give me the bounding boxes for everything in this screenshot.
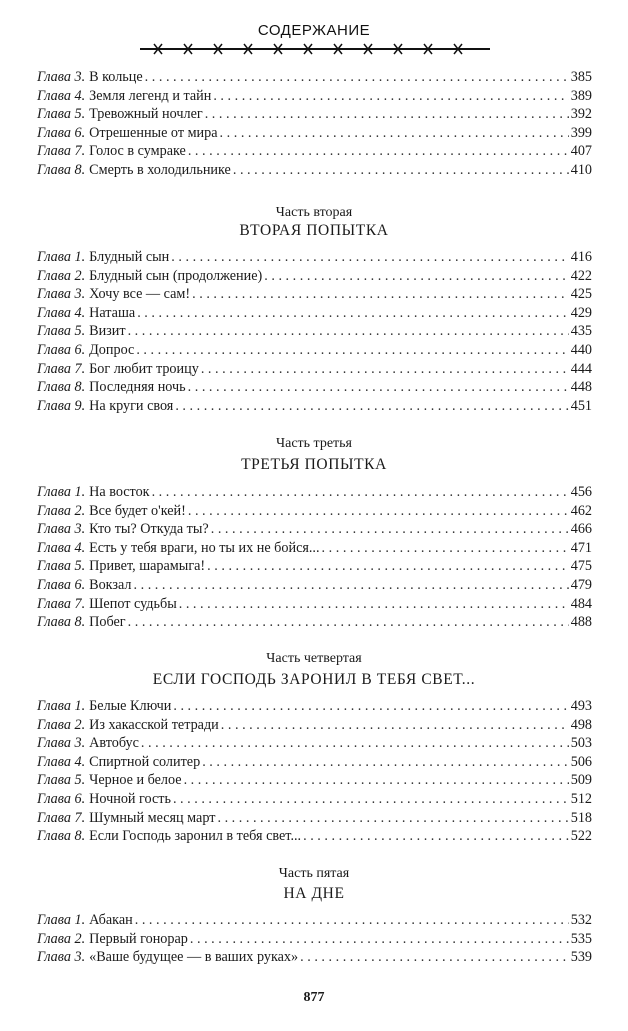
toc-entry[interactable]: [37, 304, 592, 323]
chapter-title: Если Господь заронил в тебя свет...: [89, 828, 302, 845]
page-ref: 539: [570, 949, 592, 966]
page-ref: 422: [570, 267, 592, 284]
chapter-label: Глава 4.: [37, 304, 86, 321]
chapter-label: Глава 3.: [37, 286, 86, 303]
page-ref: 385: [570, 69, 592, 85]
toc-entry[interactable]: [37, 930, 592, 949]
page-ref: 535: [570, 930, 592, 947]
toc-entry[interactable]: [37, 827, 592, 846]
chapter-title: На восток: [89, 484, 150, 500]
page-ref: 479: [570, 576, 592, 593]
chapter-label: Глава 8.: [37, 828, 86, 845]
leader-dots: [213, 87, 568, 106]
part-title: НА ДНЕ: [283, 885, 345, 902]
part-title: ТРЕТЬЯ ПОПЫТКА: [241, 456, 387, 473]
chapter-title: Ночной гость: [89, 790, 171, 807]
page-ref: 410: [570, 161, 592, 178]
toc-entry[interactable]: [37, 142, 592, 161]
toc-entry[interactable]: [37, 341, 592, 360]
leader-dots: [173, 697, 568, 716]
toc-entry[interactable]: [37, 697, 592, 716]
toc-entry[interactable]: [37, 68, 592, 87]
page-ref: 444: [570, 360, 592, 377]
page-ref: 389: [570, 87, 592, 104]
part-label: Часть третья: [276, 436, 352, 451]
leader-dots: [188, 378, 569, 397]
leader-dots: [136, 341, 568, 360]
chapter-title: В кольце: [89, 69, 143, 85]
chapter-label: Глава 5.: [37, 106, 86, 123]
toc-entry[interactable]: [37, 378, 592, 397]
chapter-label: Глава 6.: [37, 576, 86, 593]
toc-entry[interactable]: [37, 105, 592, 124]
chapter-label: Глава 5.: [37, 772, 86, 789]
toc-entry[interactable]: [37, 753, 592, 772]
chapter-label: Глава 3.: [37, 735, 86, 752]
leader-dots: [220, 124, 569, 143]
chapter-title: Голос в сумраке: [89, 143, 186, 160]
chapter-label: Глава 1.: [37, 698, 86, 714]
toc-entry[interactable]: [37, 911, 592, 930]
leader-dots: [184, 771, 569, 790]
leader-dots: [141, 734, 569, 753]
part-label: Часть пятая: [278, 866, 350, 881]
page-ref: 475: [570, 558, 592, 575]
page-ref: 518: [570, 809, 592, 826]
chapter-label: Глава 2.: [37, 267, 86, 284]
chapter-label: Глава 1.: [37, 249, 86, 265]
leader-dots: [201, 360, 569, 379]
toc-entry[interactable]: [37, 322, 592, 341]
chapter-title: Допрос: [89, 341, 135, 358]
leader-dots: [135, 911, 569, 930]
chapter-label: Глава 7.: [37, 143, 86, 160]
chapter-title: Черное и белое: [89, 772, 182, 789]
page-ref: 506: [570, 753, 592, 770]
toc-entry[interactable]: [37, 520, 592, 539]
chapter-title: Из хакасской тетради: [89, 716, 219, 733]
page-ref: 399: [570, 124, 592, 141]
chapter-title: Блудный сын: [89, 249, 170, 265]
toc-entry[interactable]: [37, 161, 592, 180]
page-title: СОДЕРЖАНИЕ: [257, 22, 371, 39]
toc-entry[interactable]: [37, 595, 592, 614]
page-ref: 512: [570, 790, 592, 807]
chapter-label: Глава 8.: [37, 161, 86, 178]
chapter-title: Привет, шарамыга!: [89, 558, 206, 575]
toc-entry[interactable]: [37, 576, 592, 595]
page-ref: 522: [570, 828, 592, 845]
toc-section-part-3: [37, 483, 592, 632]
part-label: Часть вторая: [275, 205, 353, 220]
toc-entry[interactable]: [37, 87, 592, 106]
chapter-label: Глава 7.: [37, 595, 86, 612]
leader-dots: [179, 595, 569, 614]
toc-entry[interactable]: [37, 285, 592, 304]
page-ref: 466: [570, 521, 592, 538]
leader-dots: [300, 948, 569, 967]
leader-dots: [192, 285, 569, 304]
chapter-title: Абакан: [89, 912, 133, 928]
leader-dots: [171, 248, 568, 267]
chapter-label: Глава 3.: [37, 949, 86, 966]
leader-dots: [202, 753, 569, 772]
leader-dots: [173, 790, 569, 809]
chapter-label: Глава 4.: [37, 539, 86, 556]
leader-dots: [303, 827, 569, 846]
leader-dots: [322, 539, 569, 558]
page-ref: 462: [570, 502, 592, 519]
chapter-title: Автобус: [89, 735, 139, 752]
leader-dots: [128, 322, 569, 341]
toc-section-part-4: [37, 697, 592, 846]
chapter-title: Наташа: [89, 304, 136, 321]
toc-entry[interactable]: [37, 539, 592, 558]
chapter-title: Земля легенд и тайн: [89, 87, 212, 104]
chapter-label: Глава 1.: [37, 484, 86, 500]
page-number: 877: [303, 990, 325, 1005]
toc-entry[interactable]: [37, 613, 592, 632]
page-ref: 429: [570, 304, 592, 321]
toc-entry[interactable]: [37, 248, 592, 267]
page-ref: 407: [570, 143, 592, 160]
chapter-title: «Ваше будущее — в ваших руках»: [89, 949, 299, 966]
leader-dots: [134, 576, 569, 595]
toc-entry[interactable]: [37, 771, 592, 790]
leader-dots: [188, 502, 569, 521]
toc-entry[interactable]: [37, 716, 592, 735]
leader-dots: [137, 304, 569, 323]
chapter-title: Побег: [89, 614, 126, 631]
leader-dots: [145, 68, 569, 87]
chapter-label: Глава 2.: [37, 930, 86, 947]
leader-dots: [188, 142, 569, 161]
leader-dots: [190, 930, 569, 949]
chapter-label: Глава 6.: [37, 790, 86, 807]
leader-dots: [152, 483, 569, 502]
page-ref: 484: [570, 595, 592, 612]
chapter-title: Кто ты? Откуда ты?: [89, 521, 209, 538]
chapter-label: Глава 4.: [37, 753, 86, 770]
chapter-label: Глава 8.: [37, 379, 86, 396]
chapter-label: Глава 8.: [37, 614, 86, 631]
leader-dots: [175, 397, 568, 416]
toc-section-continued: [37, 68, 592, 180]
leader-dots: [217, 809, 568, 828]
page-ref: 425: [570, 286, 592, 303]
page-ref: 498: [570, 716, 592, 733]
barbed-wire-ornament: [140, 42, 490, 56]
chapter-title: Вокзал: [89, 576, 132, 593]
leader-dots: [221, 716, 569, 735]
chapter-label: Глава 6.: [37, 124, 86, 141]
chapter-title: Последняя ночь: [89, 379, 186, 396]
chapter-label: Глава 5.: [37, 323, 86, 340]
page-ref: 488: [570, 614, 592, 631]
chapter-label: Глава 4.: [37, 87, 86, 104]
toc-entry[interactable]: [37, 502, 592, 521]
chapter-label: Глава 9.: [37, 397, 86, 414]
chapter-title: На круги своя: [89, 397, 174, 414]
toc-section-part-5: [37, 911, 592, 967]
chapter-title: Все будет о'кей!: [89, 502, 186, 519]
chapter-title: Хочу все — сам!: [89, 286, 191, 303]
toc-entry[interactable]: [37, 124, 592, 143]
leader-dots: [207, 557, 569, 576]
part-label: Часть четвертая: [266, 651, 362, 666]
page-ref: 435: [570, 323, 592, 340]
toc-section-part-2: [37, 248, 592, 415]
leader-dots: [264, 267, 568, 286]
chapter-label: Глава 3.: [37, 521, 86, 538]
chapter-label: Глава 1.: [37, 912, 86, 928]
chapter-title: Первый гонорар: [89, 930, 188, 947]
toc-entry[interactable]: [37, 557, 592, 576]
toc-entry[interactable]: [37, 948, 592, 967]
page-ref: 392: [570, 106, 592, 123]
page-ref: 503: [570, 735, 592, 752]
toc-entry[interactable]: [37, 809, 592, 828]
chapter-title: Белые Ключи: [89, 698, 172, 714]
leader-dots: [211, 520, 569, 539]
chapter-label: Глава 7.: [37, 360, 86, 377]
chapter-title: Спиртной солитер: [89, 753, 201, 770]
leader-dots: [128, 613, 569, 632]
leader-dots: [205, 105, 569, 124]
toc-entry[interactable]: [37, 397, 592, 416]
chapter-title: Есть у тебя враги, но ты их не бойся...: [89, 539, 320, 556]
chapter-title: Блудный сын (продолжение): [89, 267, 263, 284]
chapter-title: Отрешенные от мира: [89, 124, 218, 141]
chapter-title: Бог любит троицу: [89, 360, 199, 377]
page-ref: 532: [570, 912, 592, 928]
page-ref: 440: [570, 341, 592, 358]
part-title: ВТОРАЯ ПОПЫТКА: [239, 222, 389, 239]
toc-entry[interactable]: [37, 360, 592, 379]
chapter-title: Тревожный ночлег: [89, 106, 203, 123]
chapter-label: Глава 5.: [37, 558, 86, 575]
page-ref: 416: [570, 249, 592, 265]
page-ref: 456: [570, 484, 592, 500]
part-title: ЕСЛИ ГОСПОДЬ ЗАРОНИЛ В ТЕБЯ СВЕТ...: [152, 671, 476, 688]
chapter-label: Глава 7.: [37, 809, 86, 826]
page-ref: 493: [570, 698, 592, 714]
chapter-title: Шепот судьбы: [89, 595, 177, 612]
toc-entry[interactable]: [37, 790, 592, 809]
chapter-label: Глава 2.: [37, 502, 86, 519]
page-ref: 448: [570, 379, 592, 396]
toc-entry[interactable]: [37, 483, 592, 502]
page-ref: 509: [570, 772, 592, 789]
chapter-label: Глава 2.: [37, 716, 86, 733]
page-ref: 451: [570, 397, 592, 414]
page-ref: 471: [570, 539, 592, 556]
chapter-title: Визит: [89, 323, 126, 340]
toc-entry[interactable]: [37, 734, 592, 753]
leader-dots: [233, 161, 569, 180]
toc-entry[interactable]: [37, 267, 592, 286]
chapter-title: Смерть в холодильнике: [89, 161, 231, 178]
chapter-title: Шумный месяц март: [89, 809, 216, 826]
chapter-label: Глава 6.: [37, 341, 86, 358]
chapter-label: Глава 3.: [37, 69, 86, 85]
